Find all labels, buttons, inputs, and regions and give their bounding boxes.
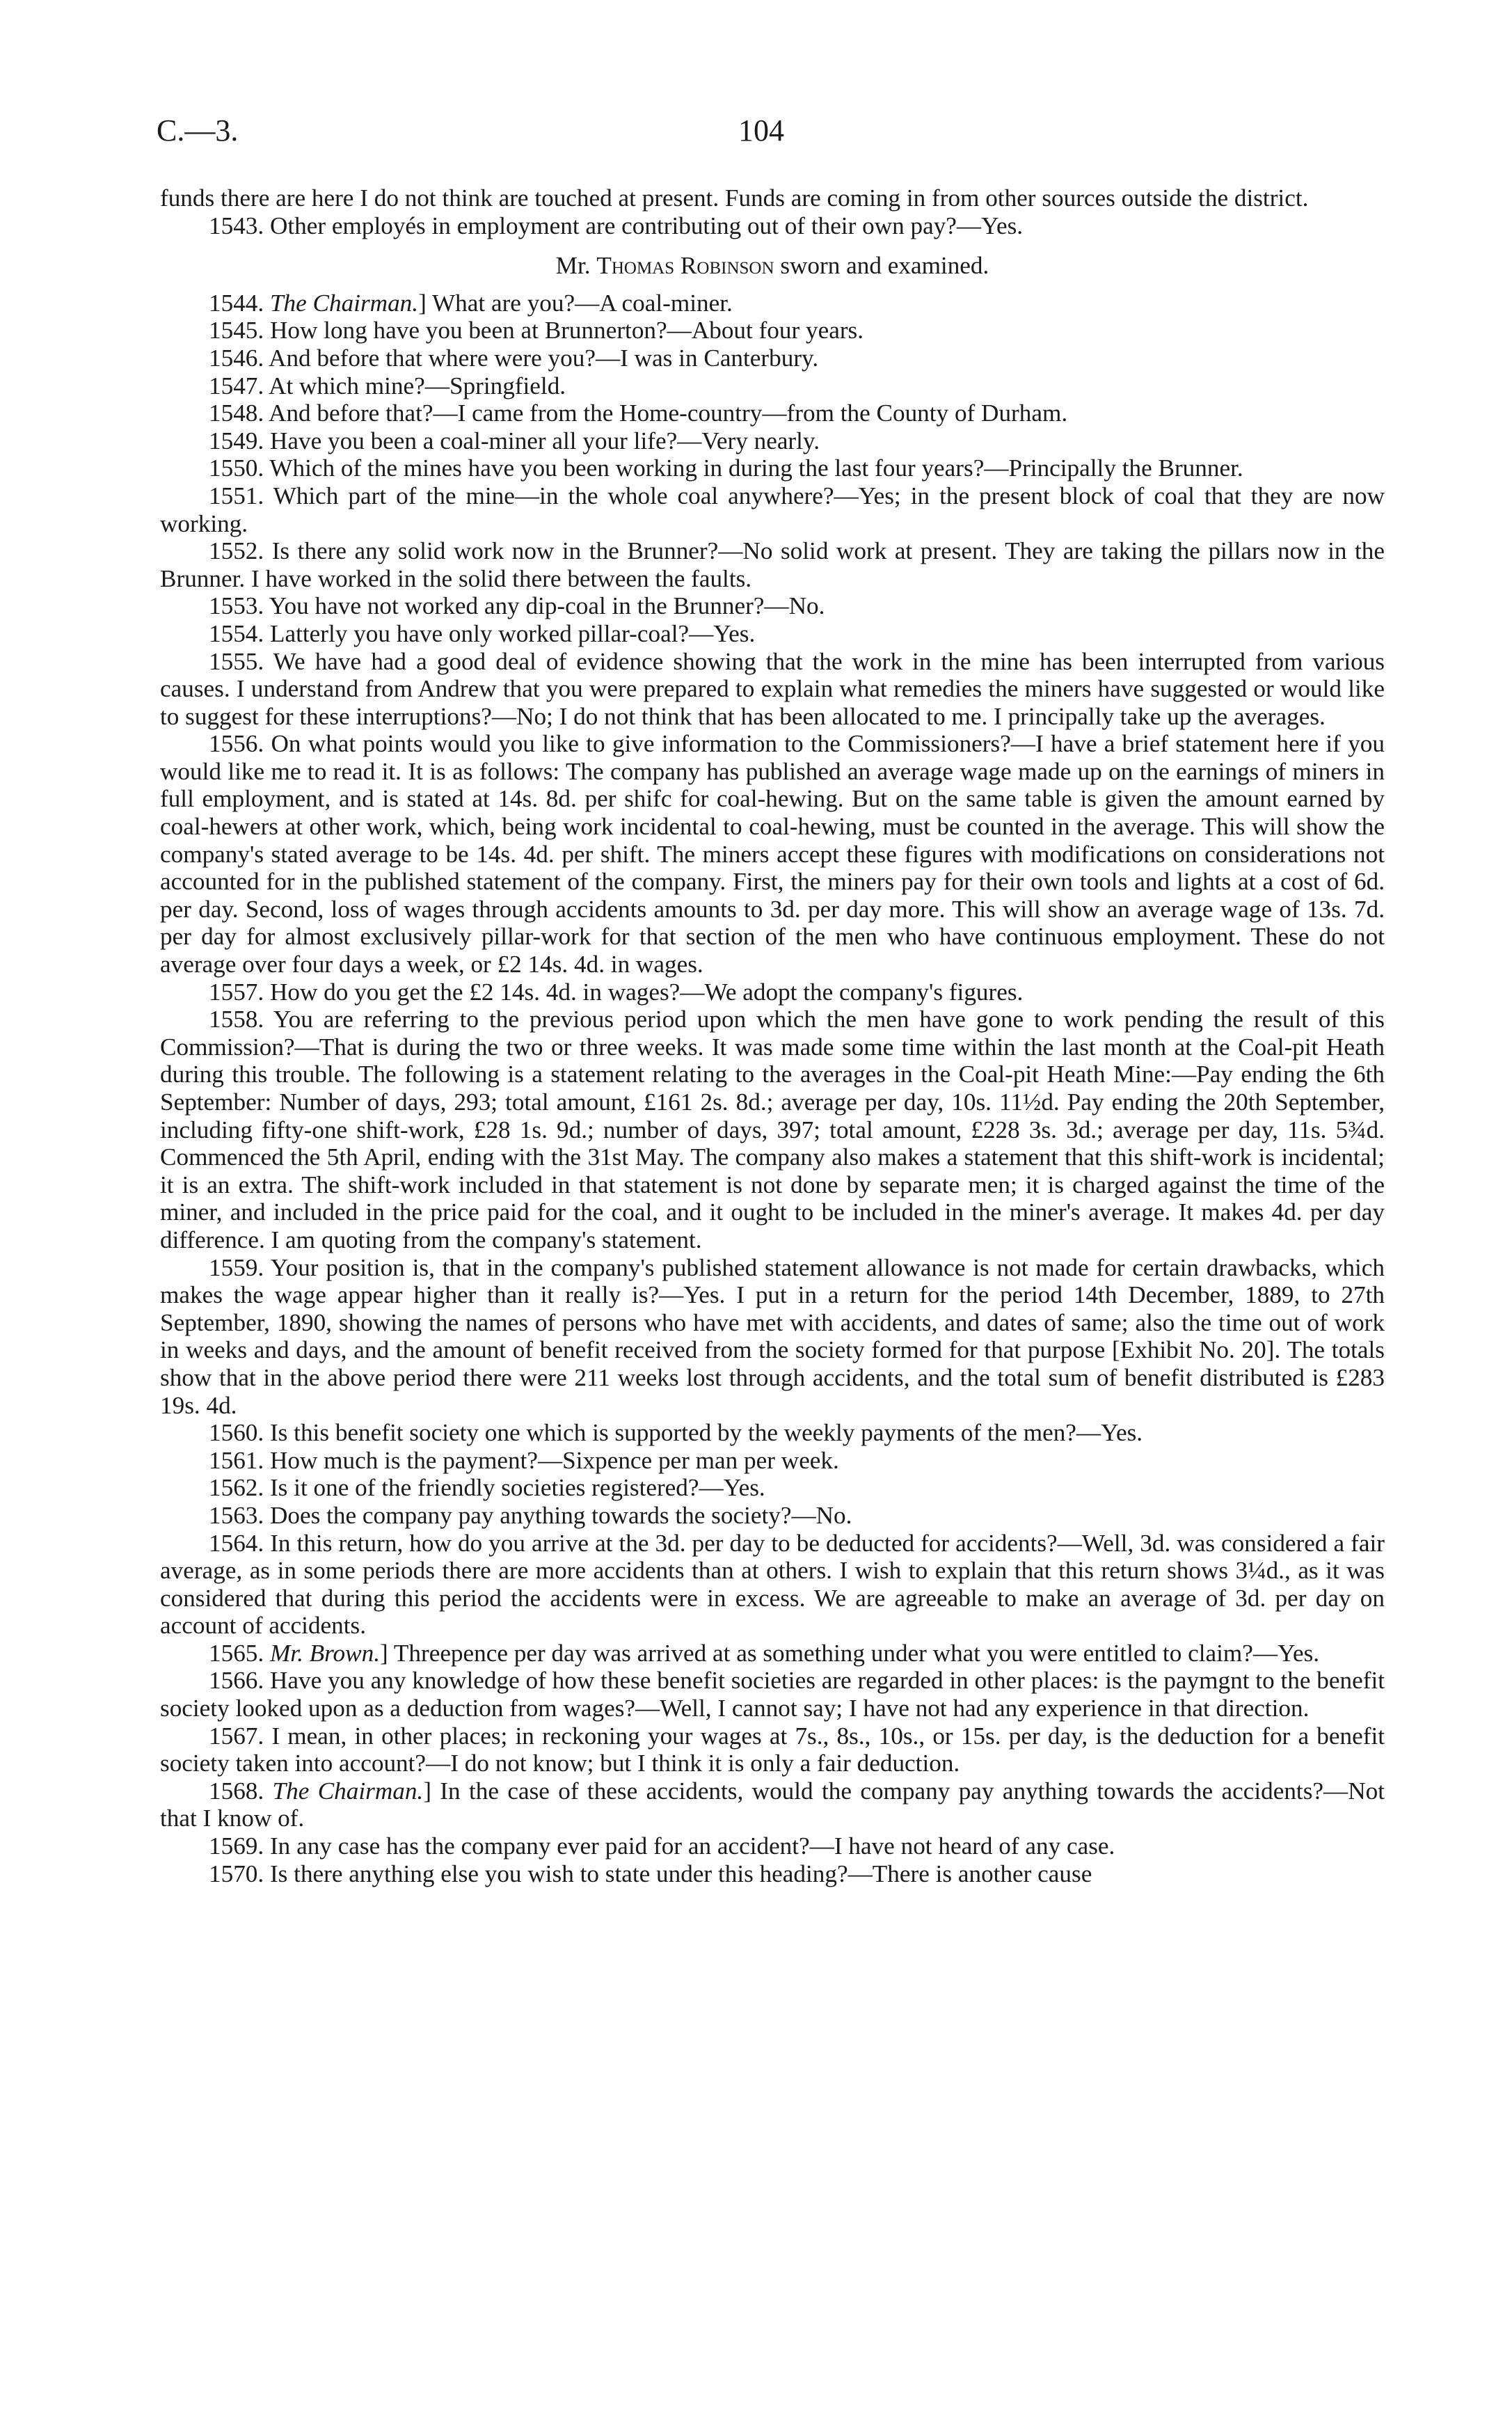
question-1545: 1545. How long have you been at Brunnerton?—About four years. <box>209 317 864 344</box>
question-1546: 1546. And before that where were you?—I was in Canterbury. <box>209 344 819 372</box>
speaker-name: Mr. Brown. <box>269 1639 381 1667</box>
question-1563: 1563. Does the company pay anything towards the society?—No. <box>209 1501 852 1529</box>
question-1559: 1559. Your position is, that in the company's published statement allowance is not made for certain drawbacks, which makes the wage appear higher than it really is?—Yes. I put in a return for the period 14th December, 1889, to 27th September, 1890, showing the names of persons who have met with accidents, and dates of same; also the time out of work in weeks and days, and the amount of benefit received from the society formed for that purpose [Exhibit No. 20]. The totals show that in the above period there were 211 weeks lost through accidents, and the total sum of benefit distributed is £283 19s. 4d. <box>160 1253 1385 1419</box>
question-1556: 1556. On what points would you like to give information to the Commissioners?—I have a brief statement here if you would like me to read it. It is as follows: The company has published an average wage made up on the earnings of miners in full employment, and is stated at 14s. 8d. per shifc for coal-hewing. But on the same table is given the amount earned by coal-hewers at other work, which, being work incidental to coal-hewing, must be counted in the average. This will show the company's stated average to be 14s. 4d. per shift. The miners accept these figures with modifications on considerations not accounted for in the published statement of the company. First, the miners pay for their own tools and lights at a cost of 6d. per day. Second, loss of wages through accidents amounts to 3d. per day more. This will show an average wage of 13s. 7d. per day for almost exclusively pillar-work for that section of the men who have continuous employment. These do not average over four days a week, or £2 14s. 4d. in wages. <box>160 730 1385 978</box>
speaker-name: The Chairman. <box>269 289 419 317</box>
question-1568 <box>160 1777 1385 1832</box>
question-1550: 1550. Which of the mines have you been working in during the last four years?—Principally the Brunner. <box>209 454 1243 482</box>
question-1558: 1558. You are referring to the previous period upon which the men have gone to work pending the result of this Commission?—That is during the two or three weeks. It was made some time within the last month at the Coal-pit Heath during this trouble. The following is a statement relating to the averages in the Coal-pit Heath Mine:—Pay ending the 6th September: Number of days, 293; total amount, £161 2s. 8d.; average per day, 10s. 11½d. Pay ending the 20th September, including fifty-one shift-work, £28 1s. 9d.; number of days, 397; total amount, £228 3s. 3d.; average per day, 11s. 5¾d. Commenced the 5th April, ending with the 31st May. The company also makes a statement that this shift-work is incidental; it is an extra. The shift-work included in that statement is not done by separate men; it is charged against the time of the miner, and included in the price paid for the coal, and it ought to be included in the miner's average. It makes 4d. per day difference. I am quoting from the company's statement. <box>160 1006 1385 1253</box>
question-1566: 1566. Have you any knowledge of how these benefit societies are regarded in other places: is the paymgnt to the benefit society looked upon as a deduction from wages?—Well, I cannot say; I have not had any experience in that direction. <box>160 1667 1385 1722</box>
question-1555: 1555. We have had a good deal of evidence showing that the work in the mine has been interrupted from various causes. I understand from Andrew that you were prepared to explain what remedies the miners have suggested or would like to suggest for these interruptions?—No; I do not think that has been allocated to me. I principally take up the averages. <box>160 647 1385 730</box>
evidence-text <box>160 184 1385 1887</box>
question-1552: 1552. Is there any solid work now in the Brunner?—No solid work at present. They are taking the pillars now in the Brunner. I have worked in the solid there between the faults. <box>160 537 1385 592</box>
question-1549: 1549. Have you been a coal-miner all your life?—Very nearly. <box>209 427 820 454</box>
question-1561: 1561. How much is the payment?—Sixpence per man per week. <box>209 1446 839 1474</box>
question-1543: 1543. Other employés in employment are contributing out of their own pay?—Yes. <box>209 212 1024 239</box>
question-number: 1544. <box>209 289 270 317</box>
witness-heading <box>160 252 1385 280</box>
page-number: 104 <box>738 113 784 148</box>
witness-suffix: sworn and examined. <box>774 252 989 280</box>
question-1570: 1570. Is there anything else you wish to state under this heading?—There is another cause <box>209 1860 1092 1887</box>
question-number: 1565. <box>209 1639 270 1667</box>
question-text: ] In the case of these accidents, would the company pay anything towards the accidents?—Not that I know of. <box>160 1777 1385 1832</box>
question-1544 <box>160 290 1385 317</box>
question-number: 1568. <box>209 1777 273 1805</box>
witness-name: Thomas Robinson <box>596 252 774 280</box>
question-1567: 1567. I mean, in other places; in reckoning your wages at 7s., 8s., 10s., or 15s. per day, is the deduction for a benefit society taken into account?—I do not know; but I think it is only a fair deduction. <box>160 1722 1385 1777</box>
question-1569: 1569. In any case has the company ever paid for an accident?—I have not heard of any case. <box>209 1832 1115 1860</box>
witness-prefix: Mr. <box>555 252 597 280</box>
question-text: ] What are you?—A coal-miner. <box>418 289 733 317</box>
question-1548: 1548. And before that?—I came from the Home-country—from the County of Durham. <box>209 399 1068 427</box>
question-1564: 1564. In this return, how do you arrive at the 3d. per day to be deducted for accidents?—Well, 3d. was considered a fair average, as in some periods there are more accidents than at others. I wish to explain that this return shows 3¼d., as it was considered that during this period the accidents were in excess. We are agreeable to make an average of 3d. per day on account of accidents. <box>160 1529 1385 1640</box>
question-1560: 1560. Is this benefit society one which is supported by the weekly payments of the men?—Yes. <box>209 1419 1143 1447</box>
speaker-name: The Chairman. <box>272 1777 424 1805</box>
question-1553: 1553. You have not worked any dip-coal in the Brunner?—No. <box>209 592 825 620</box>
question-1547: 1547. At which mine?—Springfield. <box>209 372 566 399</box>
parliamentary-paper-reference: C.—3. <box>157 113 239 148</box>
question-1551: 1551. Which part of the mine—in the whole coal anywhere?—Yes; in the present block of coal that they are now working. <box>160 482 1385 537</box>
question-1565 <box>160 1640 1385 1667</box>
question-text: ] Threepence per day was arrived at as something under what you were entitled to claim?—Yes. <box>380 1639 1320 1667</box>
question-1554: 1554. Latterly you have only worked pillar-coal?—Yes. <box>209 619 756 647</box>
paragraph-continuation: funds there are here I do not think are touched at present. Funds are coming in from other sources outside the district. <box>160 184 1309 212</box>
question-1562: 1562. Is it one of the friendly societies registered?—Yes. <box>209 1474 765 1502</box>
question-1557: 1557. How do you get the £2 14s. 4d. in wages?—We adopt the company's figures. <box>209 978 1024 1006</box>
